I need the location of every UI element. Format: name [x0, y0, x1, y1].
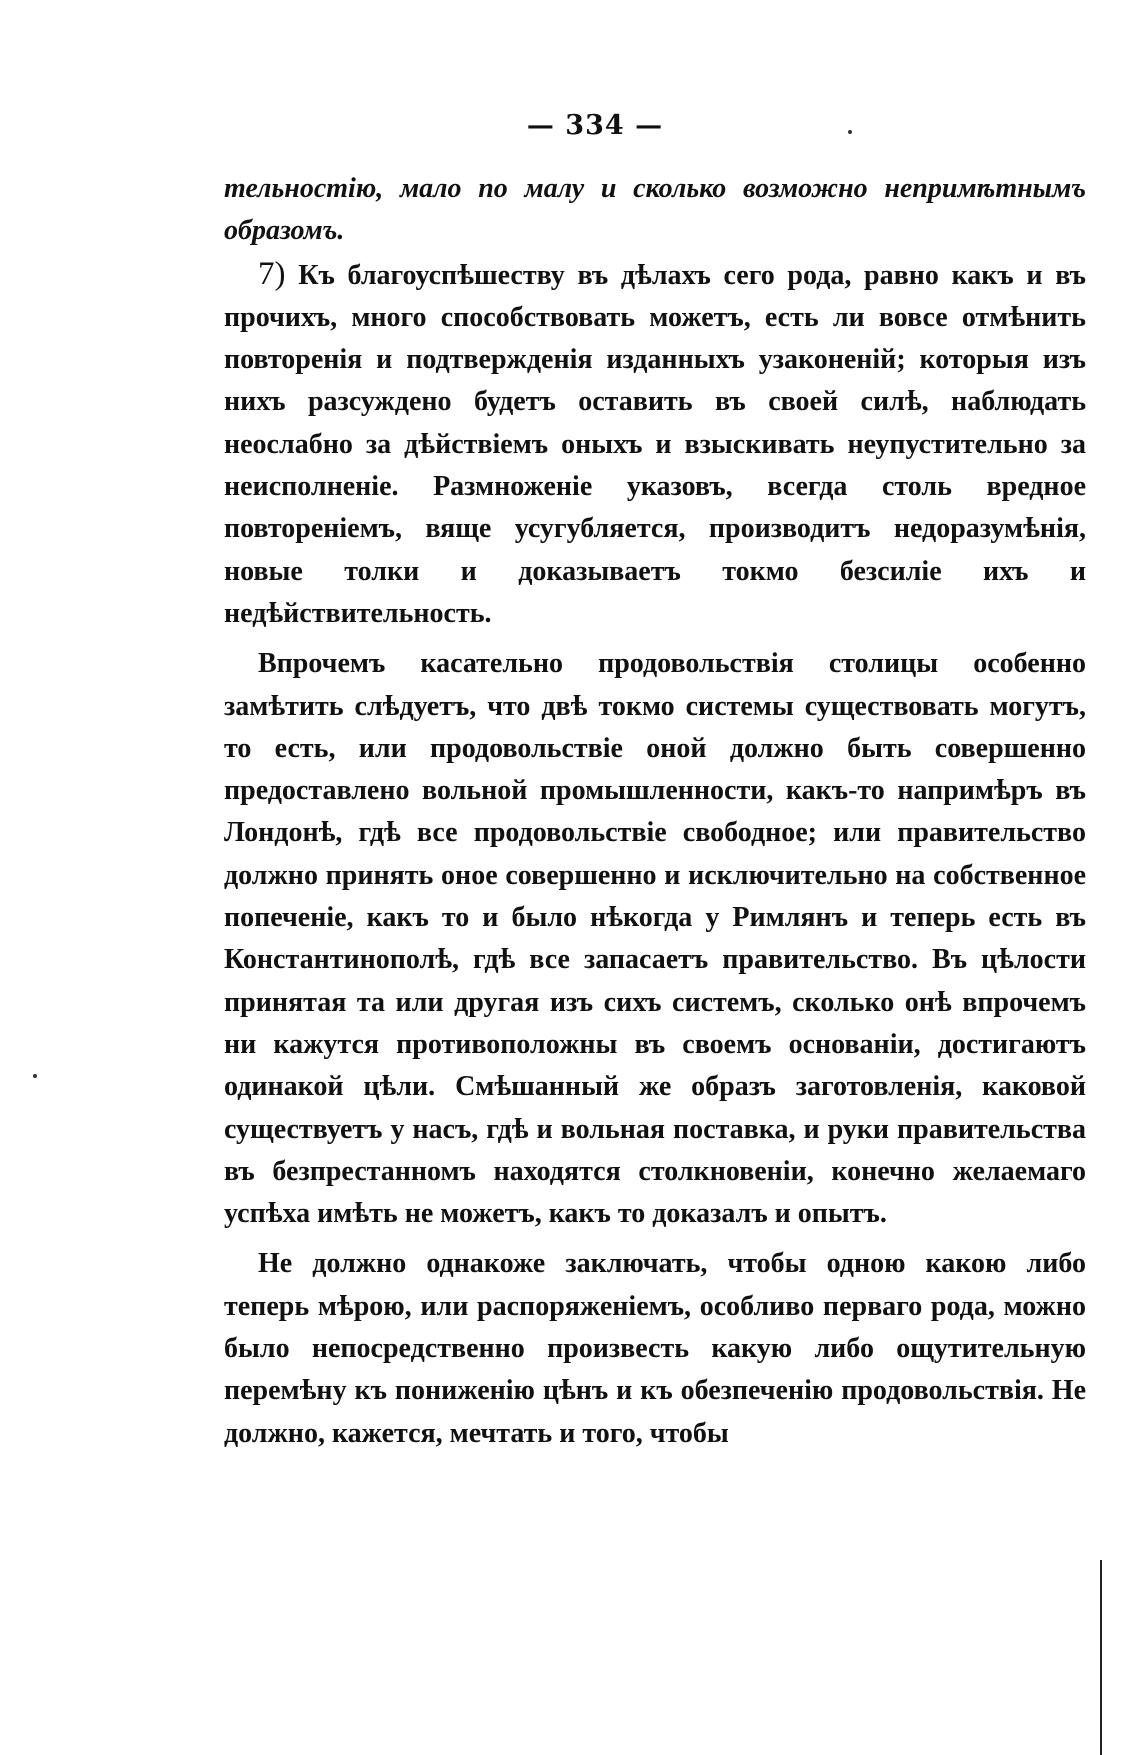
scan-speck	[33, 1074, 37, 1078]
page-number: — 334 —	[526, 110, 664, 141]
paragraph-7-text: Къ благоуспѣшеству въ дѣлахъ сего рода, равно какъ и въ прочихъ, много способствовать можетъ, есть ли вовсе отмѣнить повторенія и подтвержденія изданныхъ узаконеній; которыя изъ нихъ разсуждено будетъ оставить въ своей силѣ, наблюдать неослабно за дѣйствіемъ оныхъ и взыскивать неупустительно за неисполненіе. Размноженіе указовъ, всегда столь вредное повтореніемъ, вяще усугубляется, производитъ недоразумѣнія, новые толки и доказываетъ токмо безсиліе ихъ и недѣйствительность.	[224, 259, 1087, 629]
scan-edge-line	[1100, 1560, 1102, 1755]
paragraph-7	[224, 253, 1086, 636]
body-text	[224, 168, 1086, 1455]
paragraph-number: 7)	[258, 255, 286, 292]
paragraph-continuation: тельностію, мало по малу и сколько возможно непримѣтнымъ образомъ.	[224, 173, 1086, 247]
scan-speck	[848, 130, 852, 134]
paragraph-conclusion: Не должно однакоже заключать, чтобы одною какою либо теперь мѣрою, или распоряженіемъ, особливо перваго рода, можно было непосредственно произвесть какую либо ощутительную перемѣну къ пониженію цѣнъ и къ обезпеченію продовольствія. Не должно, кажется, мечтать и того, чтобы	[224, 1248, 1086, 1449]
paragraph-provisioning: Впрочемъ касательно продовольствія столицы особенно замѣтить слѣдуетъ, что двѣ токмо системы существовать могутъ, то есть, или продовольствіе оной должно быть совершенно предоставлено вольной промышленности, какъ-то напримѣръ въ Лондонѣ, гдѣ все продовольствіе свободное; или правительство должно принять оное совершенно и исключительно на собственное попеченіе, какъ то и было нѣкогда у Римлянъ и теперь есть въ Константинополѣ, гдѣ все запасаетъ правительство. Въ цѣлости принятая та или другая изъ сихъ системъ, сколько онѣ впрочемъ ни кажутся противоположны въ своемъ основаніи, достигаютъ одинакой цѣли. Смѣшанный же образъ заготовленія, каковой существуетъ у насъ, гдѣ и вольная поставка, и руки правительства въ безпрестанномъ находятся столкновеніи, конечно желаемаго успѣха имѣть не можетъ, какъ то доказалъ и опытъ.	[224, 648, 1086, 1230]
